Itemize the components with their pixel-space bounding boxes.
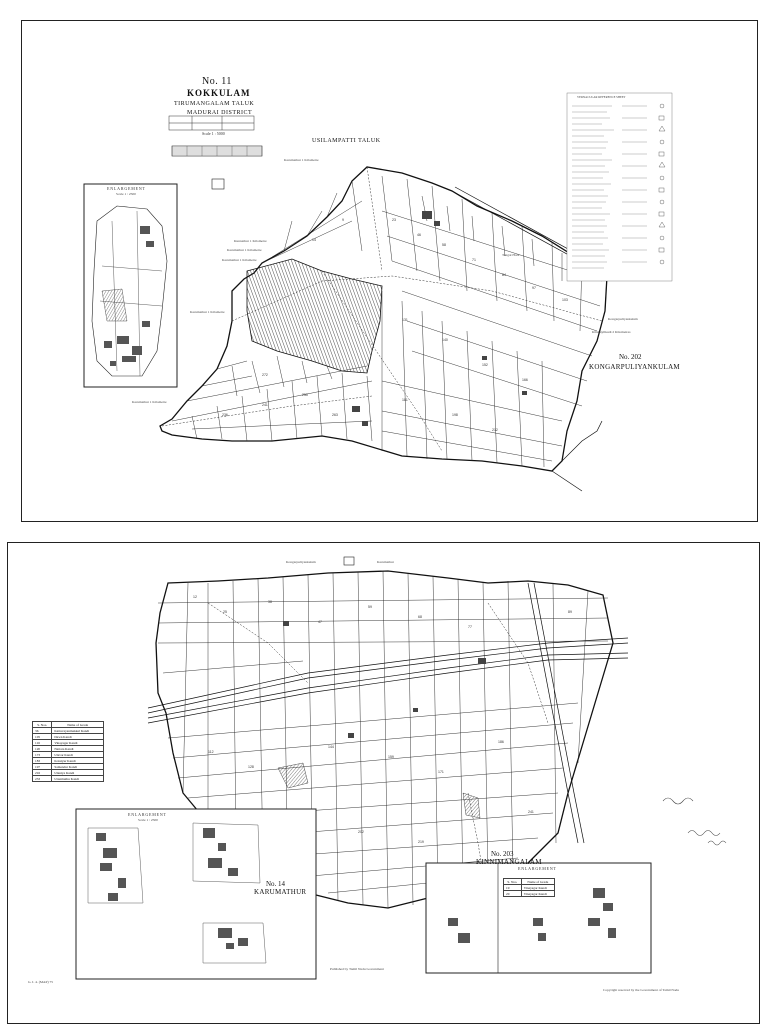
map-sheet-kokkulam	[21, 20, 758, 522]
table-cell: 233	[33, 776, 52, 782]
svg-text:241: 241	[528, 810, 534, 814]
village-boundary	[160, 167, 607, 471]
svg-text:12: 12	[193, 595, 197, 599]
sheet2-inset-enlargement-label: ENLARGEMENT	[518, 866, 557, 871]
svg-text:152: 152	[482, 363, 488, 367]
sheet1-district: MADURAI DISTRICT	[187, 110, 253, 116]
table-cell: 183	[33, 758, 52, 764]
legend-title: VERNACULAR REFERENCE SHEET	[577, 95, 626, 99]
svg-text:9: 9	[342, 218, 344, 222]
tank-3	[463, 793, 480, 818]
svg-text:38: 38	[268, 600, 272, 604]
svg-text:46: 46	[417, 233, 421, 237]
table-cell: Kattuvayanmakkal Kandi	[52, 728, 104, 734]
svg-text:140: 140	[442, 338, 448, 342]
place-label: Karumathur 1 Kilometre	[222, 258, 257, 262]
table-header: S. Nos.	[33, 722, 52, 728]
table-header: Name of Grade	[521, 879, 554, 885]
sheet2-footer-right: Copyright reserved by the Government of Tamil Nadu	[603, 988, 679, 992]
svg-text:236: 236	[222, 413, 228, 417]
main-road	[148, 583, 628, 843]
table-header: Name of Grade	[52, 722, 104, 728]
place-label: Kunnathur 1 Kilometre	[234, 239, 267, 243]
svg-text:25: 25	[223, 610, 227, 614]
table-cell: Vinayagar Kandi	[521, 885, 554, 891]
table-cell: Vinayagar Kandi	[521, 891, 554, 897]
svg-text:131: 131	[402, 318, 408, 322]
sheet1-title-name: KOKKULAM	[187, 88, 251, 98]
table-row	[504, 891, 555, 897]
svg-text:77: 77	[468, 625, 472, 629]
svg-text:198: 198	[452, 413, 458, 417]
tank-2	[278, 763, 308, 788]
sheet2-header-right: Karumathur	[377, 560, 394, 564]
table-cell: 36	[33, 728, 52, 734]
place-label: Kilakuyilkudi 2 Kilometres	[592, 330, 631, 334]
svg-text:159: 159	[388, 755, 394, 759]
signature-stamp	[663, 798, 726, 845]
sheet2-footer-center: Published by Tamil Nadu Government	[330, 967, 384, 971]
place-label: Karumathur 1 Kilometre	[190, 310, 225, 314]
svg-text:171: 171	[438, 770, 444, 774]
sheet1-taluk: TIRUMANGALAM TALUK	[174, 101, 255, 107]
sheet1-scale: Scale 1 : 5000	[202, 131, 225, 136]
svg-text:212: 212	[492, 428, 498, 432]
sheet2-enlargement-scale: Scale 1 : 2500	[138, 818, 158, 822]
sheet1-enlargement-scale: Scale 1 : 2500	[116, 192, 136, 196]
survey-field-lines	[172, 176, 602, 467]
svg-text:14: 14	[312, 238, 316, 242]
svg-text:272: 272	[262, 373, 268, 377]
table-cell: 197	[33, 764, 52, 770]
svg-text:128: 128	[248, 765, 254, 769]
svg-text:97: 97	[532, 286, 536, 290]
table-cell: Vinayagar Kandi	[52, 740, 104, 746]
inset-grade-table	[503, 878, 555, 897]
sheet2-header-left: Kongarpuliyankulam	[286, 560, 316, 564]
sheet1-neighbour-taluk: USILAMPATTI TALUK	[312, 138, 381, 144]
enlargement-inset-1	[84, 184, 177, 387]
sheet2-neighbour-village-number: No. 14	[266, 880, 286, 888]
sheet2-footer-left: G. I. 4. (MAP) 75	[28, 980, 53, 984]
table-cell: 216	[33, 770, 52, 776]
map-sheet-kongarpuliyankulam	[7, 542, 760, 1024]
svg-text:241: 241	[262, 403, 268, 407]
svg-text:68: 68	[418, 615, 422, 619]
table-header: S. Nos.	[504, 879, 522, 885]
svg-text:202: 202	[358, 830, 364, 834]
table-cell: Samandar Kandi	[52, 764, 104, 770]
scale-bar	[172, 146, 262, 189]
svg-text:186: 186	[498, 740, 504, 744]
sheet1-map-drawing	[22, 21, 757, 521]
svg-text:59: 59	[368, 605, 372, 609]
svg-text:23: 23	[392, 218, 396, 222]
table-cell: 19	[504, 885, 522, 891]
table-cell: Ulaniya Kandi	[52, 770, 104, 776]
table-cell: 116	[33, 740, 52, 746]
svg-text:58: 58	[442, 243, 446, 247]
sheet2-map-drawing	[8, 543, 759, 1023]
place-label: Kongarpuliyankulam	[608, 317, 638, 321]
svg-text:144: 144	[328, 745, 334, 749]
svg-text:255: 255	[302, 393, 308, 397]
svg-text:181: 181	[402, 398, 408, 402]
sheet2-neighbour-village-name: KARUMATHUR	[254, 888, 307, 896]
place-label: Tangal Hora	[502, 253, 520, 257]
svg-text:47: 47	[318, 620, 322, 624]
place-label: Karumathur 1 Kilometre	[227, 248, 262, 252]
sheet1-title-number: No. 11	[202, 76, 232, 87]
sheet1-enlargement-label: ENLARGEMENT	[107, 186, 146, 191]
svg-text:89: 89	[568, 610, 572, 614]
table-cell: Kolaiyur Kandi	[52, 758, 104, 764]
area-table	[169, 116, 254, 130]
svg-text:166: 166	[522, 378, 528, 382]
legend-symbols	[567, 93, 672, 281]
table-cell: Dawn Kandi	[52, 734, 104, 740]
svg-text:112: 112	[208, 750, 214, 754]
svg-text:103: 103	[562, 298, 568, 302]
sheet1-neighbour-village-number: No. 202	[619, 353, 642, 361]
place-label: Karumathur 1 Kilometre	[284, 158, 319, 162]
place-label: Karumathur 1 Kilometre	[132, 400, 167, 404]
table-cell: 173	[33, 752, 52, 758]
sheet2-enlargement-label: ENLARGEMENT	[128, 812, 167, 817]
table-cell: Nattara Kandi	[52, 746, 104, 752]
sheet2-neighbour2-village-name: KINNIMANGALAM	[476, 858, 542, 866]
table-row	[33, 776, 104, 782]
sheet2-neighbour2-village-number: No. 203	[491, 850, 514, 858]
sheet1-neighbour-village-name: KONGARPULIYANKULAM	[589, 363, 680, 371]
svg-text:219: 219	[418, 840, 424, 844]
grade-table	[32, 721, 104, 782]
table-cell: 20	[504, 891, 522, 897]
north-mark	[344, 557, 354, 565]
table-cell: 120	[33, 746, 52, 752]
svg-text:263: 263	[332, 413, 338, 417]
table-cell: Ulavar Kandi	[52, 752, 104, 758]
svg-text:71: 71	[472, 258, 476, 262]
svg-text:84: 84	[502, 273, 506, 277]
table-cell: 105	[33, 734, 52, 740]
table-cell: Uranmuthu Kandi	[52, 776, 104, 782]
